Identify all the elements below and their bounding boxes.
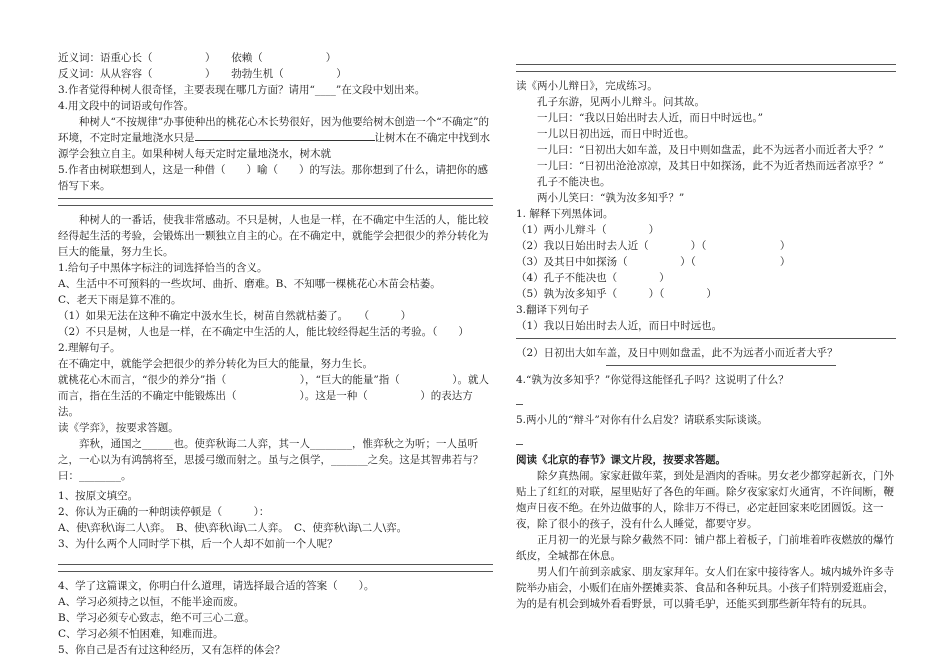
- q4-text-a: 种树人“不按规律”办事使种出的桃花心木长势很好，因为他要给树木创造一个“不确定”的环境，不定时定量地浇水只是: [58, 116, 489, 144]
- question-4-right: 4.“孰为汝多知乎？”你觉得这能怪孔子吗？这说明了什么？: [516, 374, 789, 386]
- right-column: [516, 50, 896, 612]
- q4-text-b: 让树木在不确定中找到水源学会独立自主。如果种树人每天定时定量地浇水，树木就: [58, 132, 490, 160]
- translate-question: 3.翻译下列句子: [516, 304, 590, 316]
- question-3: 3.作者觉得种树人很奇怪，主要表现在哪几方面？请用“____”在文段中划出来。: [58, 84, 426, 96]
- answer-line[interactable]: [516, 338, 896, 339]
- classical-p6: 孔子不能决也。: [537, 176, 611, 188]
- answer-line[interactable]: [58, 564, 493, 565]
- beijing-p2: 正月初一的光景与除夕截然不同：铺户都上着板子，门前堆着昨夜燃放的爆竹纸皮，全城都在休息。: [516, 534, 894, 562]
- explain-question: 1. 解释下列黑体词。: [516, 208, 614, 220]
- question-4-text: [58, 114, 493, 162]
- short-dash: [516, 436, 896, 452]
- xueyi-q4-b: B、学习必须专心致志，绝不可三心二意。: [58, 612, 255, 624]
- answer-line[interactable]: [58, 205, 493, 206]
- left-column: [58, 50, 493, 658]
- answer-line[interactable]: [516, 64, 896, 65]
- xueyi-q3: 3、为什么两个人同时学下棋，后一个人却不如前一个人呢？: [58, 538, 338, 550]
- sentence-1: （1）如果无法在这种不确定中汲水生长，树苗自然就枯萎了。 （ ）: [58, 310, 412, 322]
- reading-beijing-title: 阅读《北京的春节》课文片段，按要求答题。: [516, 454, 726, 466]
- answer-blank[interactable]: [195, 130, 375, 141]
- sub-question-2: 2.理解句子。: [58, 342, 121, 354]
- xueyi-q2: 2、你认为正确的一种朗读停顿是（ ）：: [58, 506, 270, 518]
- quoted-sentence: 在不确定中，就能学会把很少的养分转化为巨大的能量，努力生长。: [58, 358, 373, 370]
- xueyi-q4-c: C、学习必须不怕困难，知难而进。: [58, 628, 224, 640]
- passage-text: 种树人的一番话，使我非常感动。不只是树，人也是一样，在不确定中生活的人，能比较经得起生活的考验，会锻炼出一颗独立自主的心。在不确定中，就能学会把很少的养分转化为巨大的能量，努力生长。: [58, 214, 489, 258]
- sub-question-1: 1.给句子中黑体字标注的词选择恰当的含义。: [58, 262, 268, 274]
- short-dash: [516, 396, 896, 412]
- beijing-p3: 男人们午前到亲戚家、朋友家拜年。女人们在家中接待客人。城内城外许多寺院举办庙会，小贩们在庙外摆摊卖茶、食品和各种玩具。小孩子们特别爱逛庙会，为的是有机会到城外看看野景，可以骑毛驴，还能买到那些新年特有的玩具。: [516, 566, 894, 610]
- reading-xueyi-title: 读《学弈》，按要求答题。: [58, 422, 179, 434]
- xueyi-q4: 4、学了这篇课文，你明白什么道理，请选择最合适的答案（ ）。: [58, 580, 375, 592]
- classical-p2: 一儿曰：“我以日始出时去人近，而日中时远也。”: [537, 112, 763, 124]
- xueyi-q4-a: A、学习必须持之以恒，不能半途而废。: [58, 596, 245, 608]
- beijing-p1: 除夕真热闹。家家赶做年菜，到处是酒肉的香味。男女老少都穿起新衣，门外贴上了红红的对联，屋里贴好了各色的年画。除夕夜家家灯火通宵，不许间断，鞭炮声日夜不绝。在外边做事的人，除非万不得已，必定赶回家来吃团圆饭。这一夜，除了很小的孩子，没有什么人睡觉，都要守岁。: [516, 470, 894, 530]
- option-ab: A、生活中不可预料的一些坎坷、曲折、磨难。B、不知哪一棵桃花心木苗会枯萎。: [58, 278, 441, 290]
- question-5: 5.作者由树联想到人，这是一种借（ ）喻（ ）的写法。那你想到了什么，请把你的感悟写下来。: [58, 164, 489, 192]
- answer-line[interactable]: [606, 365, 836, 366]
- answer-line[interactable]: [58, 571, 493, 572]
- classical-p3: 一儿以日初出远，而日中时近也。: [537, 128, 695, 140]
- antonym-line: 反义词：从从容容（ ） 勃勃生机（ ）: [58, 68, 347, 80]
- explain-3: （3）及其日中如探汤（ ）（ ）: [516, 256, 791, 268]
- reading-liangxiaoer-title: 读《两小儿辩日》，完成练习。: [516, 80, 658, 92]
- explain-1: （1）两小儿辩斗（ ）: [516, 224, 660, 236]
- translate-2: （2）日初出大如车盖，及日中则如盘盂，此不为远者小而近者大乎？: [516, 347, 838, 359]
- option-c: C、老天下雨是算不准的。: [58, 294, 182, 306]
- question-5-right: 5.两小儿的“辩斗”对你有什么启发？请联系实际谈谈。: [516, 414, 768, 426]
- question-4: 4.用文段中的词语或句作答。: [58, 100, 195, 112]
- classical-p1: 孔子东游，见两小儿辩斗。问其故。: [537, 96, 705, 108]
- classical-p7: 两小儿笑曰：“孰为汝多知乎？”: [537, 192, 685, 204]
- answer-line[interactable]: [58, 198, 493, 199]
- xueyi-text: 弈秋，通国之______也。使弈秋诲二人弈，其一人________，惟弈秋之为听；一人虽听之，一心以为有鸿鹄将至，思援弓缴而射之。虽与之俱学，_______之矣。这是其智弗若与？曰：________。: [58, 438, 484, 482]
- xueyi-q5: 5、你自己是否有过这种经历，又有怎样的体会？: [58, 644, 286, 656]
- translate-1: （1）我以日始出时去人近，而日中时远也。: [516, 320, 723, 332]
- sentence-2: （2）不只是树，人也是一样，在不确定中生活的人，能比较经得起生活的考验。（ ）: [58, 326, 469, 338]
- answer-line[interactable]: [516, 71, 896, 72]
- explain-4: （4）孔子不能决也（ ）: [516, 272, 670, 284]
- xueyi-q2-options: A、使\弈秋\诲二人\弈。 B、使\弈秋\诲\二人弈。 C、使弈秋\诲\二人\弈。: [58, 522, 408, 534]
- xueyi-q1: 1、按原文填空。: [58, 490, 139, 502]
- explain-2: （2）我以日始出时去人近（ ）（ ）: [516, 240, 791, 252]
- classical-p5: 一儿曰：“日初出沧沧凉凉，及其日中如探汤，此不为近者热而远者凉乎？”: [537, 160, 884, 172]
- classical-p4: 一儿曰：“日初出大如车盖，及日中则如盘盂，此不为远者小而近者大乎？”: [537, 144, 884, 156]
- explain-5: （5）孰为汝多知乎（ ）（ ）: [516, 288, 717, 300]
- synonym-line: 近义词：语重心长（ ） 依赖（ ）: [58, 52, 337, 64]
- interpretation-text: 就桃花心木而言，“很少的养分”指（ ），“巨大的能量”指（ ）。就人而言，指在生活的不确定中能锻炼出（ ）。这是一种（ ）的表达方法。: [58, 374, 489, 418]
